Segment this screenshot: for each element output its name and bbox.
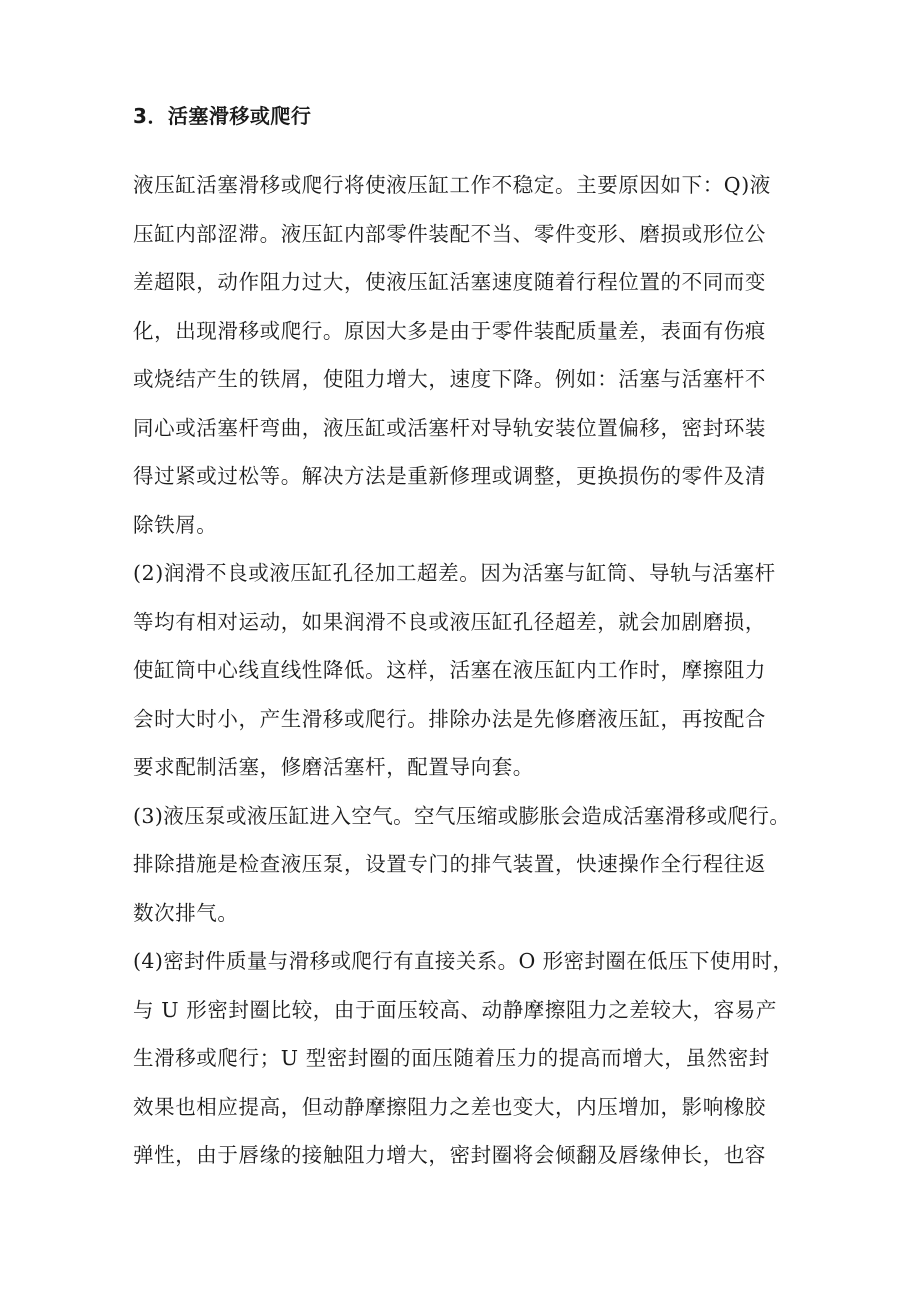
text-line: 效果也相应提高，但动静摩擦阻力之差也变大，内压增加，影响橡胶 <box>133 1094 766 1119</box>
text-line: 得过紧或过松等。解决方法是重新修理或调整，更换损伤的零件及清 <box>133 464 766 488</box>
text-line: 或烧结产生的铁屑，使阻力增大，速度下降。例如：活塞与活塞杆不 <box>133 367 766 391</box>
text-line: 同心或活塞杆弯曲，液压缸或活塞杆对导轨安装位置偏移，密封环装 <box>133 415 766 440</box>
text-line: 与 U 形密封圈比较，由于面压较高、动静摩擦阻力之差较大，容易产 <box>133 997 778 1022</box>
text-line: 要求配制活塞，修磨活塞杆，配置导向套。 <box>133 755 534 779</box>
text-line: (2)润滑不良或液压缸孔径加工超差。因为活塞与缸筒、导轨与活塞杆 <box>133 561 776 585</box>
text-line: (4)密封件质量与滑移或爬行有直接关系。O 形密封圈在低压下使用时， <box>133 949 794 973</box>
text-line: 生滑移或爬行；U 型密封圈的面压随着压力的提高而增大，虽然密封 <box>133 1046 770 1070</box>
text-line: 液压缸活塞滑移或爬行将使液压缸工作不稳定。主要原因如下：Q)液 <box>133 173 771 197</box>
text-line: (3)液压泵或液压缸进入空气。空气压缩或膨胀会造成活塞滑移或爬行。 <box>133 803 791 828</box>
text-line: 排除措施是检查液压泵，设置专门的排气装置，快速操作全行程往返 <box>133 852 766 876</box>
text-line: 数次排气。 <box>133 900 239 925</box>
text-line: 会时大时小，产生滑移或爬行。排除办法是先修磨液压缸，再按配合 <box>133 706 766 731</box>
text-line: 除铁屑。 <box>133 512 218 537</box>
text-line: 差超限，动作阻力过大，使液压缸活塞速度随着行程位置的不同而变 <box>133 270 766 294</box>
text-line: 化，出现滑移或爬行。原因大多是由于零件装配质量差，表面有伤痕 <box>133 318 766 343</box>
section-heading: 3．活塞滑移或爬行 <box>133 104 312 128</box>
text-line: 压缸内部涩滞。液压缸内部零件装配不当、零件变形、磨损或形位公 <box>133 221 766 246</box>
document-body <box>133 166 793 1185</box>
text-line: 弹性，由于唇缘的接触阻力增大，密封圈将会倾翻及唇缘伸长，也容 <box>133 1143 766 1167</box>
text-line: 使缸筒中心线直线性降低。这样，活塞在液压缸内工作时，摩擦阻力 <box>133 658 766 682</box>
text-line: 等均有相对运动，如果润滑不良或液压缸孔径超差，就会加剧磨损， <box>133 609 766 634</box>
